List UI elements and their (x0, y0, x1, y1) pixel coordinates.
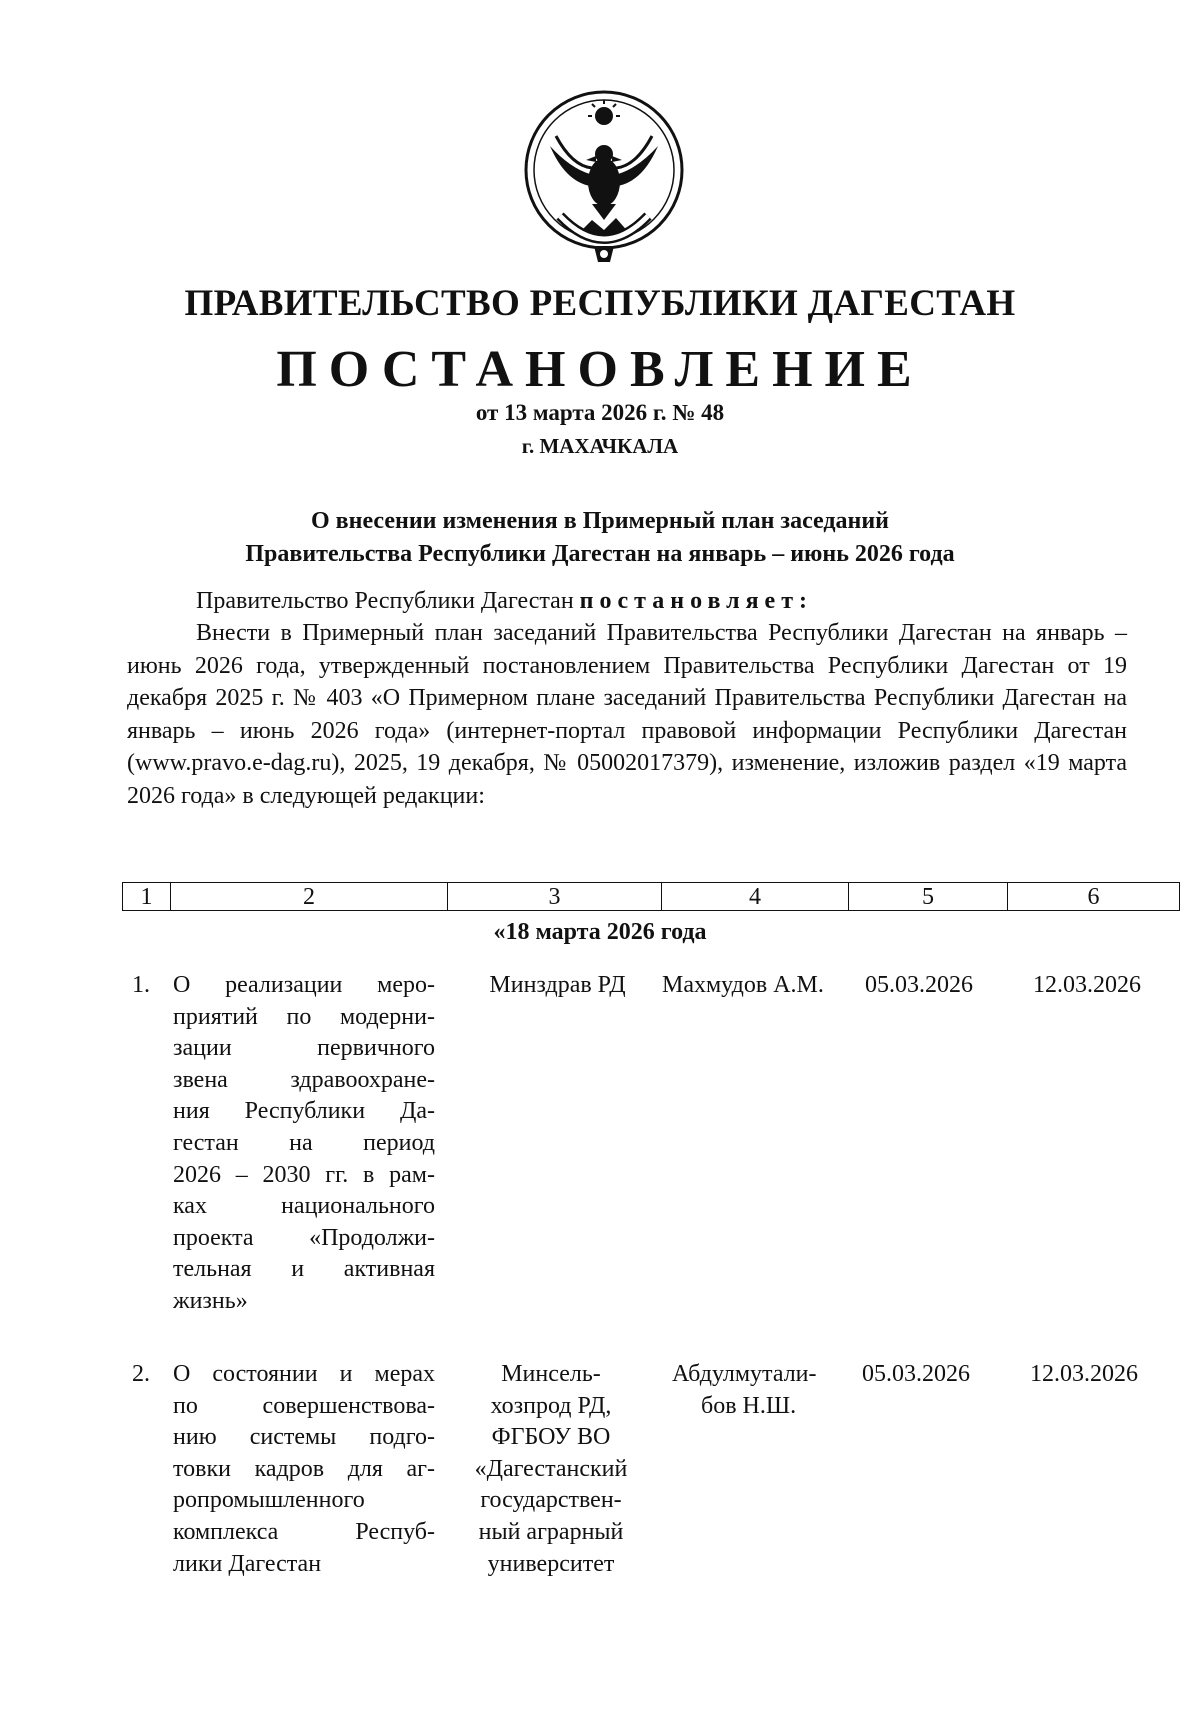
col-num-2: 2 (171, 883, 448, 911)
col-num-5: 5 (849, 883, 1008, 911)
row-date-submit: 05.03.2026 (865, 972, 973, 998)
document-type: ПОСТАНОВЛЕНИЕ (276, 341, 924, 398)
coat-of-arms-emblem (520, 86, 688, 272)
row-date-review: 12.03.2026 (1033, 972, 1141, 998)
organization-title: ПРАВИТЕЛЬСТВО РЕСПУБЛИКИ ДАГЕСТАН (184, 283, 1016, 324)
title-line-2: Правительства Республики Дагестан на январь – июнь 2026 года (245, 541, 955, 567)
row-number: 2. (132, 1361, 150, 1387)
dagestan-eagle-emblem-icon (520, 86, 688, 272)
row-date-submit: 05.03.2026 (862, 1361, 970, 1387)
col-num-3: 3 (448, 883, 662, 911)
row-number: 1. (132, 972, 150, 998)
title-line-1: О внесении изменения в Примерный план заседаний (311, 508, 889, 534)
row-speaker: Махмудов А.М. (662, 972, 824, 998)
row-date-review: 12.03.2026 (1030, 1361, 1138, 1387)
lead-text: Правительство Республики Дагестан (196, 588, 574, 614)
col-num-1: 1 (123, 883, 171, 911)
col-num-4: 4 (662, 883, 849, 911)
resolution-paragraph (127, 617, 1127, 812)
document-date-number: от 13 марта 2026 г. № 48 (475, 400, 725, 425)
row-topic: О состоянии и мерах по совершенствова- нию системы подго- товки кадров для аг- ропромышленного комплекса Респуб- лики Дагестан (173, 1361, 435, 1577)
row-responsible: Минздрав РД (489, 972, 626, 998)
row-topic: О реализации меро- приятий по модерни- зации первичного звена здравоохране- ния Республики Да- гестан на период 2026 – 2030 гг. в рам- ках национального проекта «Продолжи- тельная и активная жизнь» (173, 972, 435, 1314)
row-speaker: Абдулмутали- бов Н.Ш. (672, 1361, 817, 1419)
row-responsible: Минсель- хозпрод РД, ФГБОУ ВО «Дагестанский государствен- ный аграрный университет (474, 1361, 628, 1577)
column-number-row (122, 882, 1180, 911)
document-city: г. МАХАЧКАЛА (521, 434, 679, 458)
resolution-lead (196, 588, 813, 615)
document-title (0, 505, 1200, 571)
paragraph-text: Внести в Примерный план заседаний Правительства Республики Дагестан на январь – июнь 2026 года, утвержденный постановлением Правительства Республики Дагестан от 19 декабря 2025 г. № 403 «О Примерном плане заседаний Правительства Республики Дагестан на январь – июнь 2026 года» (интернет-портал правовой информации Республики Дагестан (www.pravo.e-dag.ru), 2025, 19 декабря, № 05002017379), изменение, изложив раздел «19 марта 2026 года» в следующей редакции: (127, 620, 1127, 809)
lead-verb: постановляет: (579, 588, 813, 614)
section-title: «18 марта 2026 года (493, 919, 707, 945)
col-num-6: 6 (1008, 883, 1180, 911)
